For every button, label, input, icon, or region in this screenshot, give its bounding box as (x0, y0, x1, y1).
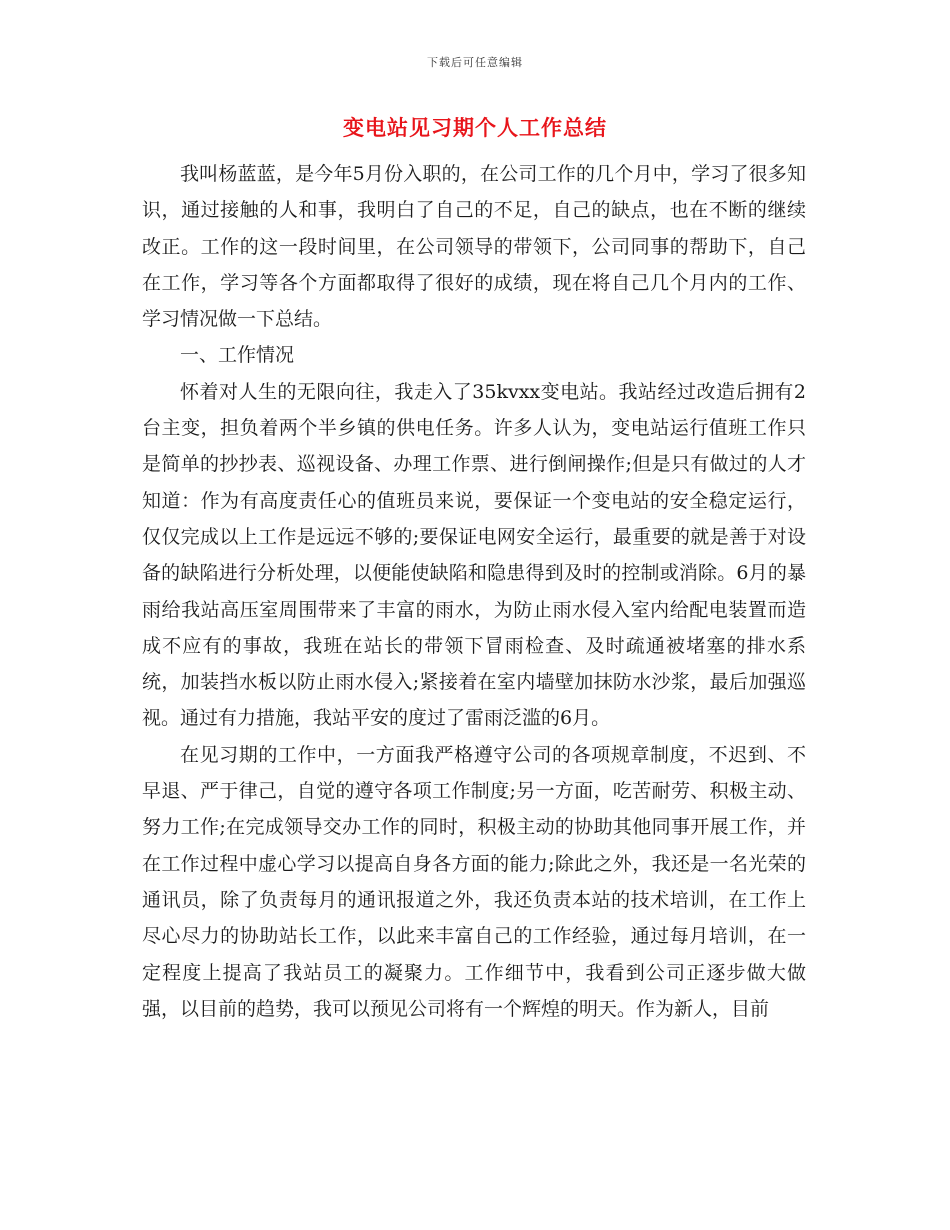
document-body (142, 156, 806, 1027)
paragraph-work-details: 怀着对人生的无限向往，我走入了35kvxx变电站。我站经过改造后拥有2台主变，担负着两个半乡镇的供电任务。许多人认为，变电站运行值班工作只是简单的抄抄表、巡视设备、办理工作票、进行倒闸操作;但是只有做过的人才知道：作为有高度责任心的值班员来说，要保证一个变电站的安全稳定运行，仅仅完成以上工作是远远不够的;要保证电网安全运行，最重要的就是善于对设备的缺陷进行分析处理，以便能使缺陷和隐患得到及时的控制或消除。6月的暴雨给我站高压室周围带来了丰富的雨水，为防止雨水侵入室内给配电装置而造成不应有的事故，我班在站长的带领下冒雨检查、及时疏通被堵塞的排水系统，加装挡水板以防止雨水侵入;紧接着在室内墙壁加抹防水沙浆，最后加强巡视。通过有力措施，我站平安的度过了雷雨泛滥的6月。 (142, 380, 806, 730)
section-heading-work: 一、工作情况 (180, 344, 295, 367)
paragraph-intro: 我叫杨蓝蓝，是今年5月份入职的，在公司工作的几个月中，学习了很多知识，通过接触的人和事，我明白了自己的不足，自己的缺点，也在不断的继续改正。工作的这一段时间里，在公司领导的带领下，公司同事的帮助下，自己在工作，学习等各个方面都取得了很好的成绩，现在将自己几个月内的工作、学习情况做一下总结。 (142, 163, 806, 331)
paragraph-probation-work: 在见习期的工作中，一方面我严格遵守公司的各项规章制度，不迟到、不早退、严于律己，自觉的遵守各项工作制度;另一方面，吃苦耐劳、积极主动、努力工作;在完成领导交办工作的同时，积极主动的协助其他同事开展工作，并在工作过程中虚心学习以提高自身各方面的能力;除此之外，我还是一名光荣的通讯员，除了负责每月的通讯报道之外，我还负责本站的技术培训，在工作上尽心尽力的协助站长工作，以此来丰富自己的工作经验，通过每月培训，在一定程度上提高了我站员工的凝聚力。工作细节中，我看到公司正逐步做大做强，以目前的趋势，我可以预见公司将有一个辉煌的明天。作为新人，目前 (142, 743, 806, 1020)
document-title: 变电站见习期个人工作总结 (343, 115, 607, 140)
header-note: 下载后可任意编辑 (427, 56, 523, 69)
